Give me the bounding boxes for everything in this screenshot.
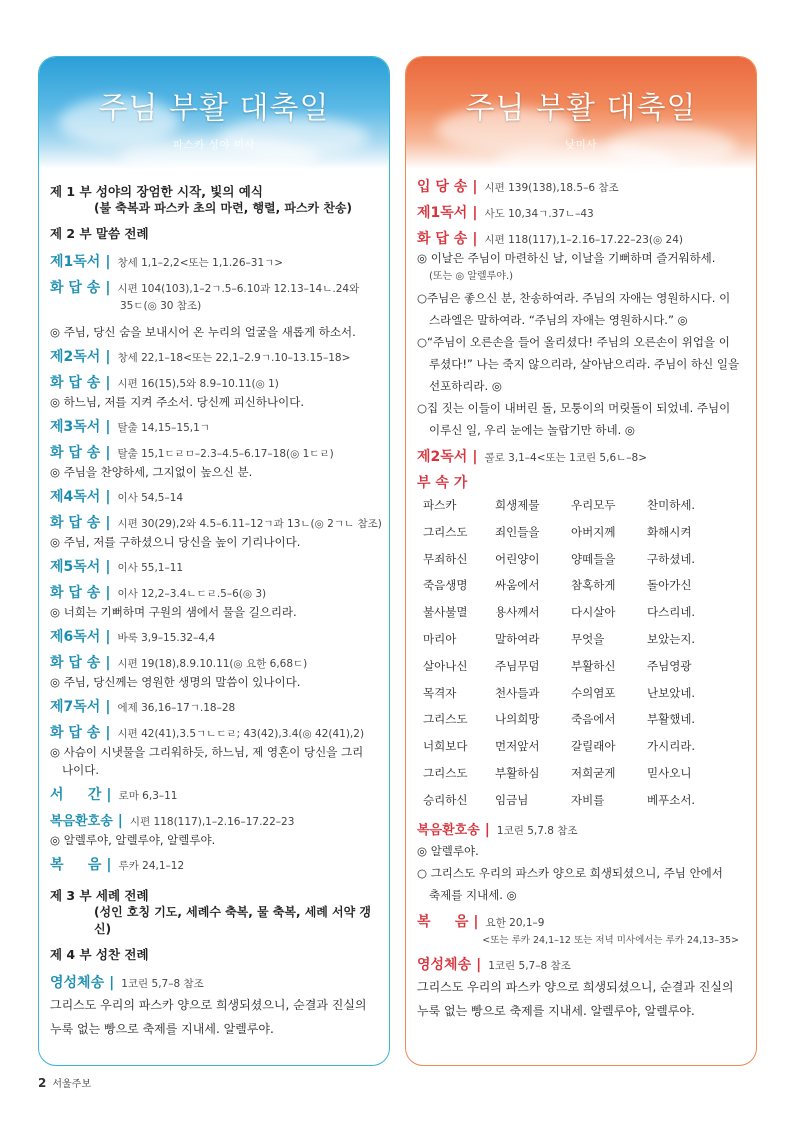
communion-text-cont: 누룩 없는 빵으로 축제를 지내세. 알렐루야, 알렐루야. bbox=[417, 1003, 695, 1018]
psalm-label: 화 답 송 bbox=[417, 231, 468, 247]
sequence-word: 다스리네. bbox=[647, 605, 696, 620]
sequence-word: 돌아가신 bbox=[647, 578, 692, 593]
sequence-word: 무엇을 bbox=[571, 631, 605, 646]
psalm4-label: 화 답 송 bbox=[50, 515, 101, 531]
reading3-label: 제3독서 bbox=[50, 419, 101, 435]
sequence-word: 무죄하신 bbox=[423, 551, 468, 566]
psalm-verse1-cont: 스라엘은 말하여라. “주님의 자애는 영원하시다.” ◎ bbox=[429, 313, 688, 327]
gospel-ref: 요한 20,1–9 bbox=[485, 916, 545, 929]
psalm3-label: 화 답 송 bbox=[50, 445, 101, 461]
sequence-word: 용사께서 bbox=[495, 605, 540, 620]
sequence-word: 천사들과 bbox=[495, 685, 540, 700]
reading5-ref: 이사 55,1–11 bbox=[117, 562, 184, 574]
acclamation-verse-cont: 축제를 지내세. ◎ bbox=[429, 887, 517, 902]
sequence-word: 참혹하게 bbox=[571, 578, 616, 593]
sequence-word: 그리스도 bbox=[423, 712, 468, 727]
vigil-title: 주님 부활 대축일 bbox=[98, 91, 330, 126]
psalm7-ref: 시편 42(41),3.5ㄱㄴㄷㄹ; 43(42),3.4(◎ 42(41),2) bbox=[117, 728, 365, 740]
sequence-word: 살아나신 bbox=[423, 658, 468, 673]
part3-subheading: (성인 호칭 기도, 세례수 축복, 물 축복, 세례 서약 갱신) bbox=[94, 905, 372, 936]
reading1-ref: 창세 1,1–2,2<또는 1,1.26–31ㄱ> bbox=[117, 257, 284, 269]
day-mass-panel: 주님 부활 대축일 낮미사 입 당 송 | 시편 139(138),18.5–6 참조 제1독서 | 사도 10,34ㄱ.37ㄴ–43 화 답 송 | 시편 118(117),1–2.16–17.22–23(◎ 24) ◎ 이날은 주님이 마련하신 날, 이날을 기뻐하며 즐거워하세. (또는 ◎ 알렐루야.) ○주님은 좋으신 분, 찬송하여라. 주님의 자애는 영원하시다. 이 스라엘은 말하여라. “주님의 자애는 영원하시다.” ◎ ○“주님이 오른손을 들어 올리셨다! 주님의 오른손이 위업을 이 루셨다!” 나는 죽지 않으리라, 살아남으리라. 주님이 하신 일을 선포하리라. ◎ ○집 짓는 이들이 내버린 돌, 모퉁이의 머릿돌이 되었네. 주님이 이루신 일, 우리 눈에는 놀랍기만 하네. ◎ 제2독서 | 콜로 3,1–4<또는 1코린 5,6ㄴ–8> 부 속 가 파스카 희생제물 우리모두 찬미하세. 그리스도 죄인들을 아버지께 화해시켜 무죄하신 어린양이 양떼들을 구하셨네. 죽음생명 싸움에서 참혹하게 돌아가신 불사불멸 용사께서 다시살아 다스리네. 마리아 말하여라 무엇을 보았는지. 살아나신 주님무덤 부활하신 주님영광 목격자 천사들과 수의염포 난보았네. 그리스도 나의희망 죽음에서 부활했네. 너희보다 먼저앞서 갈릴래아 가시리라. 그리스도 부활하심 저희굳게 믿사오니 승리하신 임금님 자비를 베푸소서. 복음환호송 | 1코린 5,7.8 참조 ◎ 알렐루야. ○ 그리스도 우리의 파스카 양으로 희생되셨으니, 주님 안에서 축제를 지내세. ◎ 복 음 | 요한 20,1–9 <또는 루카 24,1–12 또는 저녁 미사에서는 루카 24,13–35> 영성체송 | 1코린 5,7–8 참조 그리스도 우리의 파스카 양으로 희생되셨으니, 순결과 진실의 누룩 없는 빵으로 축제를 지내세. 알렐루야, 알렐루야. bbox=[405, 56, 757, 1066]
reading1-ref: 사도 10,34ㄱ.37ㄴ–43 bbox=[484, 208, 594, 220]
part3-heading: 제 3 부 세례 전례 bbox=[50, 888, 149, 903]
reading1-label: 제1독서 bbox=[417, 205, 468, 221]
sequence-word: 말하여라 bbox=[495, 631, 540, 646]
psalm-verse2-end: 선포하리라. ◎ bbox=[429, 379, 502, 393]
sequence-word: 양떼들을 bbox=[571, 551, 616, 566]
psalm2-response: ◎ 하느님, 저를 지켜 주소서. 당신께 피신하나이다. bbox=[50, 395, 305, 409]
sequence-word: 그리스도 bbox=[423, 765, 468, 780]
sequence-word: 보았는지. bbox=[647, 631, 696, 646]
publication-name: 서울주보 bbox=[52, 1079, 91, 1090]
sequence-word: 죽음생명 bbox=[423, 578, 468, 593]
reading5-label: 제5독서 bbox=[50, 559, 101, 575]
sequence-word: 그리스도 bbox=[423, 524, 468, 539]
psalm5-response: ◎ 너희는 기뻐하며 구원의 샘에서 물을 길으리라. bbox=[50, 605, 297, 619]
part2-heading: 제 2 부 말씀 전례 bbox=[50, 226, 149, 241]
sequence-word: 수의염포 bbox=[571, 685, 616, 700]
psalm3-ref: 탈출 15,1ㄷㄹㅁ–2.3–4.5–6.17–18(◎ 1ㄷㄹ) bbox=[117, 448, 334, 460]
vigil-banner bbox=[39, 57, 389, 169]
psalm-verse2: ○“주님이 오른손을 들어 올리셨다! 주님의 오른손이 위업을 이 bbox=[417, 335, 730, 349]
page-number: 2 bbox=[38, 1076, 47, 1090]
psalm6-ref: 시편 19(18),8.9.10.11(◎ 요한 6,68ㄷ) bbox=[117, 658, 308, 670]
reading7-label: 제7독서 bbox=[50, 699, 101, 715]
sequence-word: 난보았네. bbox=[647, 685, 696, 700]
gospel-label: 복 음 bbox=[50, 857, 102, 873]
communion-ref: 1코린 5,7–8 참조 bbox=[488, 959, 571, 972]
sequence-word: 나의희망 bbox=[495, 712, 540, 727]
gospel-label: 복 음 bbox=[417, 913, 469, 930]
part4-heading: 제 4 부 성찬 전례 bbox=[50, 947, 149, 962]
sequence-word: 갈릴래아 bbox=[571, 739, 616, 754]
sequence-word: 저희굳게 bbox=[571, 765, 616, 780]
sequence-word: 너희보다 bbox=[423, 739, 468, 754]
communion-text: 그리스도 우리의 파스카 양으로 희생되셨으니, 순결과 진실의 bbox=[50, 998, 367, 1012]
sequence-word: 아버지께 bbox=[571, 524, 616, 539]
acclamation-ref: 1코린 5,7.8 참조 bbox=[496, 824, 578, 837]
acclamation-response: ◎ 알렐루야. bbox=[417, 843, 479, 858]
communion-label: 영성체송 bbox=[417, 956, 472, 973]
sequence-grid bbox=[417, 492, 745, 814]
sequence-word: 먼저앞서 bbox=[495, 739, 540, 754]
sequence-word: 싸움에서 bbox=[495, 578, 540, 593]
reading3-ref: 탈출 14,15–15,1ㄱ bbox=[117, 422, 210, 434]
communion-label: 영성체송 bbox=[50, 975, 105, 991]
sequence-word: 목격자 bbox=[423, 685, 457, 700]
entrance-label: 입 당 송 bbox=[417, 179, 468, 195]
sequence-word: 죽음에서 bbox=[571, 712, 616, 727]
sequence-word: 마리아 bbox=[423, 631, 457, 646]
sequence-word: 부활했네. bbox=[647, 712, 696, 727]
sequence-word: 찬미하세. bbox=[647, 498, 696, 512]
day-title: 주님 부활 대축일 bbox=[465, 91, 697, 126]
sequence-label: 부 속 가 bbox=[417, 475, 468, 491]
part1-subheading: (불 축복과 파스카 초의 마련, 행렬, 파스카 찬송) bbox=[94, 201, 352, 215]
sequence-word: 희생제물 bbox=[495, 498, 540, 512]
psalm2-ref: 시편 16(15),5와 8.9–10.11(◎ 1) bbox=[117, 378, 279, 390]
sequence-word: 구하셨네. bbox=[647, 551, 696, 566]
psalm-response: ◎ 이날은 주님이 마련하신 날, 이날을 기뻐하며 즐거워하세. bbox=[417, 251, 716, 265]
reading4-label: 제4독서 bbox=[50, 489, 101, 505]
sequence-word: 주님영광 bbox=[647, 658, 692, 673]
sequence-word: 화해시켜 bbox=[647, 524, 692, 539]
day-subtitle: 낮미사 bbox=[565, 139, 597, 151]
psalm-verse3: ○집 짓는 이들이 내버린 돌, 모퉁이의 머릿돌이 되었네. 주님이 bbox=[417, 401, 731, 415]
psalm3-response: ◎ 주님을 찬양하세, 그지없이 높으신 분. bbox=[50, 465, 253, 479]
gospel-ref: 루카 24,1–12 bbox=[118, 860, 185, 872]
acclamation-label: 복음환호송 bbox=[417, 822, 480, 838]
psalm-verse3-cont: 이루신 일, 우리 눈에는 놀랍기만 하네. ◎ bbox=[429, 423, 635, 437]
communion-text: 그리스도 우리의 파스카 양으로 희생되셨으니, 순결과 진실의 bbox=[417, 979, 734, 994]
psalm-ref: 시편 118(117),1–2.16–17.22–23(◎ 24) bbox=[484, 234, 683, 246]
psalm-verse1: ○주님은 좋으신 분, 찬송하여라. 주님의 자애는 영원하시다. 이 bbox=[417, 291, 731, 305]
psalm1-label: 화 답 송 bbox=[50, 280, 101, 296]
reading6-label: 제6독서 bbox=[50, 629, 101, 645]
sequence-word: 죄인들을 bbox=[495, 524, 540, 539]
psalm1-ref: 시편 104(103),1–2ㄱ.5–6.10과 12.13–14ㄴ.24와 bbox=[117, 283, 360, 295]
vigil-subtitle: 파스카 성야 미사 bbox=[172, 139, 256, 151]
gospel-alt: <또는 루카 24,1–12 또는 저녁 미사에서는 루카 24,13–35> bbox=[482, 934, 739, 946]
sequence-word: 어린양이 bbox=[495, 551, 540, 566]
vigil-mass-panel: 주님 부활 대축일 파스카 성야 미사 제 1 부 성야의 장엄한 시작, 빛의 예식 (불 축복과 파스카 초의 마련, 행렬, 파스카 찬송) 제 2 부 말씀 전례 제1독서 | 창세 1,1–2,2<또는 1,1.26–31ㄱ> 화 답 송 | 시편 104(103),1–2ㄱ.5–6.10과 12.13–14ㄴ.24와 35ㄷ(◎ 30 참조) ◎ 주님, 당신 숨을 보내시어 온 누리의 얼굴을 새롭게 하소서. 제2독서 | 창세 22,1–18<또는 22,1–2.9ㄱ.10–13.15–18> 화 답 송 | 시편 16(15),5와 8.9–10.11(◎ 1) ◎ 하느님, 저를 지켜 주소서. 당신께 피신하나이다. 제3독서 | 탈출 14,15–15,1ㄱ 화 답 송 | 탈출 15,1ㄷㄹㅁ–2.3–4.5–6.17–18(◎ 1ㄷㄹ) ◎ 주님을 찬양하세, 그지없이 높으신 분. 제4독서 | 이사 54,5–14 화 답 송 | 시편 30(29),2와 4.5–6.11–12ㄱ과 13ㄴ(◎ 2ㄱㄴ 참조) ◎ 주님, 저를 구하셨으니 당신을 높이 기리나이다. 제5독서 | 이사 55,1–11 화 답 송 | 이사 12,2–3.4ㄴㄷㄹ.5–6(◎ 3) ◎ 너희는 기뻐하며 구원의 샘에서 물을 길으리라. 제6독서 | 바룩 3,9–15.32–4,4 화 답 송 | 시편 19(18),8.9.10.11(◎ 요한 6,68ㄷ) ◎ 주님, 당신께는 영원한 생명의 말씀이 있나이다. 제7독서 | 에제 36,16–17ㄱ.18–28 화 답 송 | 시편 42(41),3.5ㄱㄴㄷㄹ; 43(42),3.4(◎ 42(41),2) ◎ 사슴이 시냇물을 그리워하듯, 하느님, 제 영혼이 당신을 그리 나이다. 서 간 | 로마 6,3–11 복음환호송 | 시편 118(117),1–2.16–17.22–23 ◎ 알렐루야, 알렐루야, 알렐루야. 복 음 | 루카 24,1–12 제 3 부 세례 전례 (성인 호칭 기도, 세례수 축복, 물 축복, 세례 서약 갱신) 제 4 부 성찬 전례 영성체송 | 1코린 5,7–8 참조 그리스도 우리의 파스카 양으로 희생되셨으니, 순결과 진실의 누룩 없는 빵으로 축제를 지내세. 알렐루야. bbox=[38, 56, 390, 1066]
sequence-word: 베푸소서. bbox=[647, 792, 696, 807]
reading7-ref: 에제 36,16–17ㄱ.18–28 bbox=[117, 702, 236, 714]
psalm1-response: ◎ 주님, 당신 숨을 보내시어 온 누리의 얼굴을 새롭게 하소서. bbox=[50, 325, 356, 339]
reading2-ref: 콜로 3,1–4<또는 1코린 5,6ㄴ–8> bbox=[484, 452, 648, 464]
sequence-word: 믿사오니 bbox=[647, 765, 692, 780]
reading2-ref: 창세 22,1–18<또는 22,1–2.9ㄱ.10–13.15–18> bbox=[117, 352, 351, 364]
communion-ref: 1코린 5,7–8 참조 bbox=[121, 978, 204, 990]
psalm-alt-response: (또는 ◎ 알렐루야.) bbox=[429, 271, 514, 282]
reading6-ref: 바룩 3,9–15.32–4,4 bbox=[117, 632, 216, 644]
epistle-ref: 로마 6,3–11 bbox=[118, 790, 178, 802]
psalm5-ref: 이사 12,2–3.4ㄴㄷㄹ.5–6(◎ 3) bbox=[117, 588, 267, 600]
psalm1-ref-cont: 35ㄷ(◎ 30 참조) bbox=[120, 300, 202, 312]
sequence-word: 파스카 bbox=[423, 498, 457, 512]
part1-heading: 제 1 부 성야의 장엄한 시작, 빛의 예식 bbox=[50, 184, 263, 199]
acclamation-label: 복음환호송 bbox=[50, 814, 113, 829]
acclamation-ref: 시편 118(117),1–2.16–17.22–23 bbox=[129, 816, 295, 828]
day-banner bbox=[406, 57, 756, 169]
acclamation-response: ◎ 알렐루야, 알렐루야, 알렐루야. bbox=[50, 833, 216, 847]
entrance-ref: 시편 139(138),18.5–6 참조 bbox=[484, 182, 619, 194]
reading2-label: 제2독서 bbox=[50, 349, 101, 365]
psalm5-label: 화 답 송 bbox=[50, 585, 101, 601]
sequence-word: 승리하신 bbox=[423, 792, 468, 807]
acclamation-verse: ○ 그리스도 우리의 파스카 양으로 희생되셨으니, 주님 안에서 bbox=[417, 865, 723, 880]
reading1-label: 제1독서 bbox=[50, 254, 101, 270]
sequence-word: 자비를 bbox=[571, 792, 605, 807]
psalm6-response: ◎ 주님, 당신께는 영원한 생명의 말씀이 있나이다. bbox=[50, 675, 301, 689]
page-footer bbox=[38, 1075, 91, 1090]
sequence-word: 주님무덤 bbox=[495, 658, 540, 673]
psalm2-label: 화 답 송 bbox=[50, 375, 101, 391]
psalm7-response: ◎ 사슴이 시냇물을 그리워하듯, 하느님, 제 영혼이 당신을 그리 bbox=[50, 745, 364, 759]
epistle-label: 서 간 bbox=[50, 787, 102, 803]
psalm7-response-cont: 나이다. bbox=[62, 763, 99, 777]
sequence-word: 불사불멸 bbox=[423, 605, 468, 620]
psalm4-response: ◎ 주님, 저를 구하셨으니 당신을 높이 기리나이다. bbox=[50, 535, 301, 549]
sequence-word: 임금님 bbox=[495, 792, 529, 807]
sequence-word: 다시살아 bbox=[571, 605, 616, 620]
psalm7-label: 화 답 송 bbox=[50, 725, 101, 741]
sequence-word: 부활하신 bbox=[571, 658, 616, 673]
psalm6-label: 화 답 송 bbox=[50, 655, 101, 671]
sequence-word: 우리모두 bbox=[571, 498, 616, 512]
reading2-label: 제2독서 bbox=[417, 449, 468, 465]
sequence-word: 가시리라. bbox=[647, 739, 696, 754]
psalm4-ref: 시편 30(29),2와 4.5–6.11–12ㄱ과 13ㄴ(◎ 2ㄱㄴ 참조) bbox=[117, 518, 382, 530]
sequence-word: 부활하심 bbox=[495, 765, 540, 780]
psalm-verse2-cont: 루셨다!” 나는 죽지 않으리라, 살아남으리라. 주님이 하신 일을 bbox=[429, 357, 740, 371]
communion-text-cont: 누룩 없는 빵으로 축제를 지내세. 알렐루야. bbox=[50, 1022, 274, 1036]
reading4-ref: 이사 54,5–14 bbox=[117, 492, 184, 504]
